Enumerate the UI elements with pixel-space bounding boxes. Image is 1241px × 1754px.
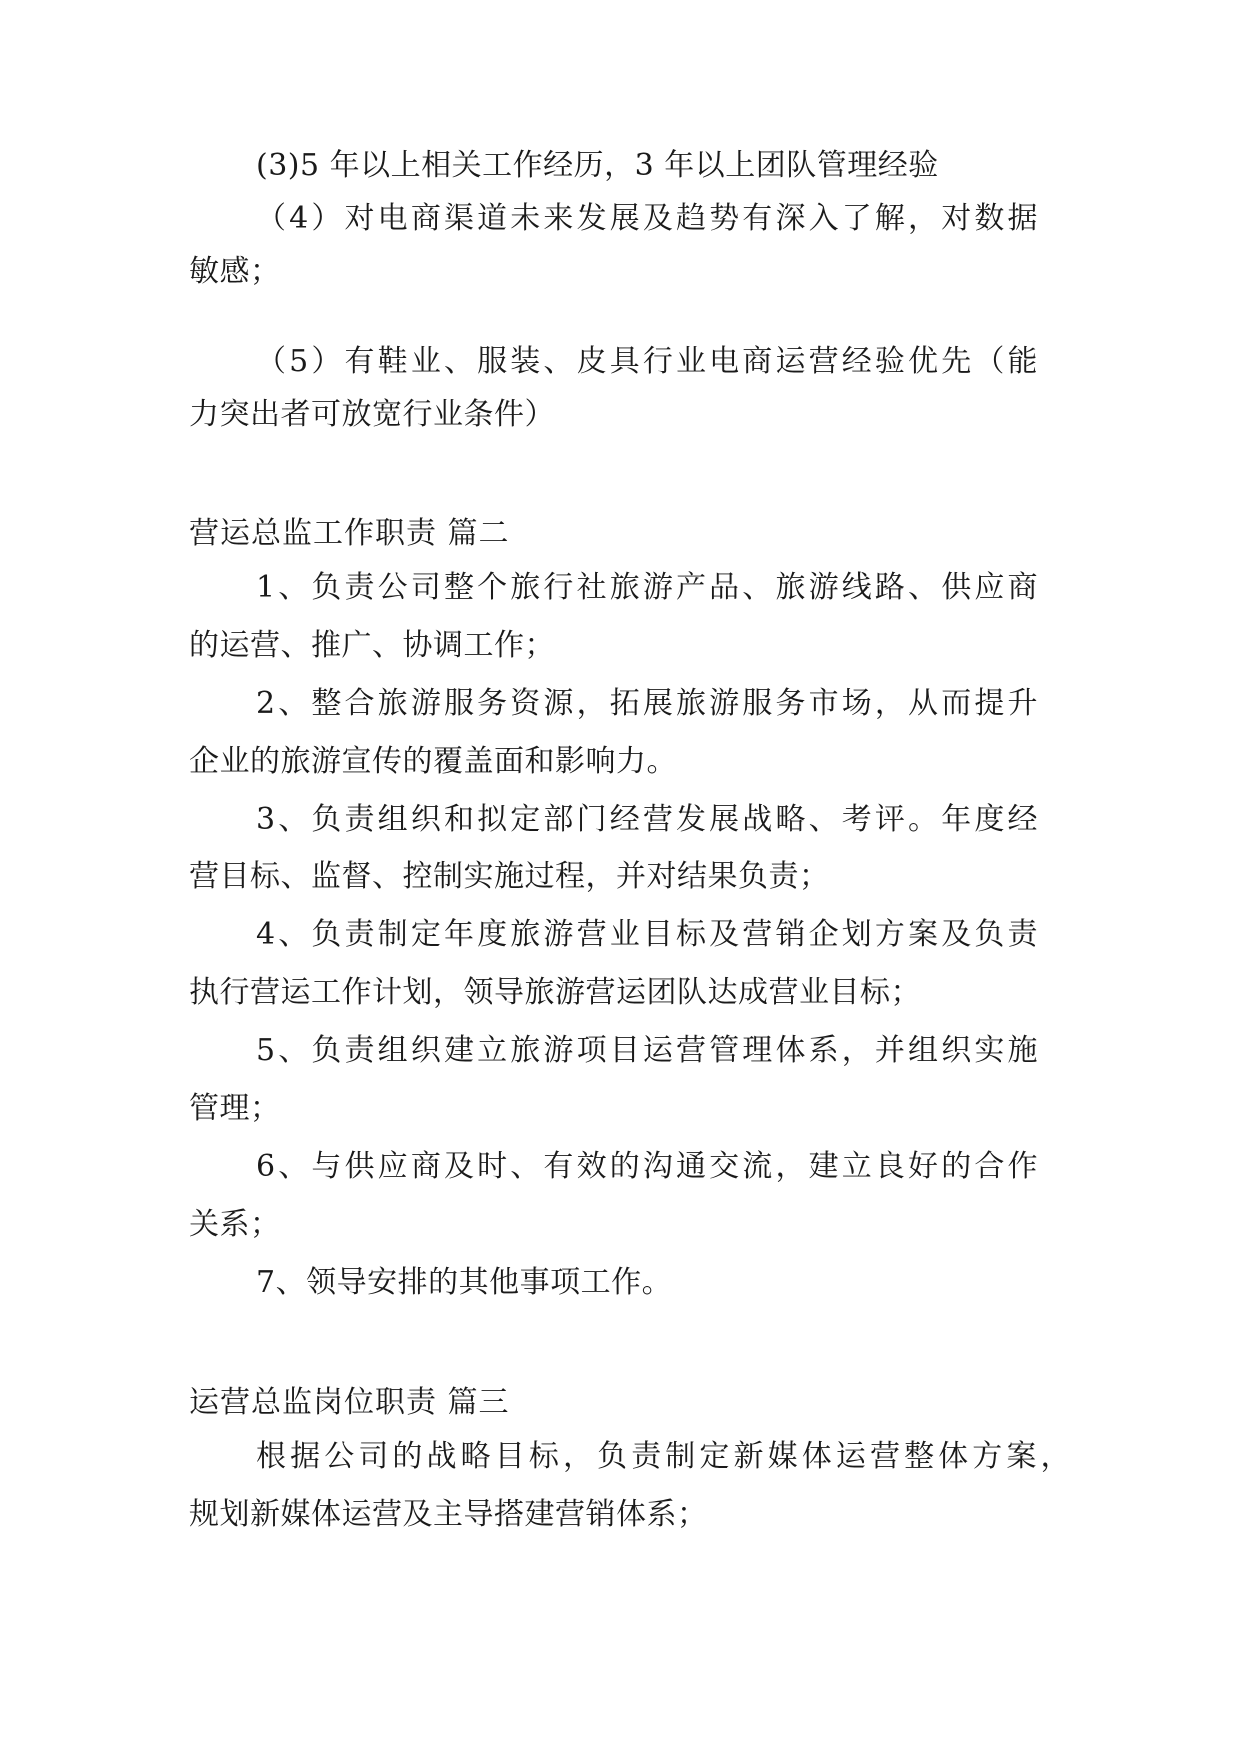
section-two-heading: 营运总监工作职责 篇二	[189, 516, 510, 551]
item-3-line-1: (3)5 年以上相关工作经历，3 年以上团队管理经验	[256, 148, 939, 183]
section-two-item-5-line-2: 管理；	[189, 1091, 281, 1126]
section-two-item-6-line-2: 关系；	[189, 1207, 281, 1242]
section-two-item-1-line-2: 的运营、推广、协调工作；	[189, 628, 555, 663]
section-two-item-4-line-2: 执行营运工作计划，领导旅游营运团队达成营业目标；	[189, 975, 921, 1010]
section-two-item-5-line-1: 5、负责组织建立旅游项目运营管理体系，并组织实施	[256, 1033, 1038, 1068]
item-4-line-1: （4）对电商渠道未来发展及趋势有深入了解，对数据	[256, 201, 1038, 236]
section-three-item-1-line-1: 根据公司的战略目标，负责制定新媒体运营整体方案，	[256, 1439, 1071, 1474]
item-5-line-2: 力突出者可放宽行业条件）	[189, 397, 555, 432]
section-two-item-2-line-2: 企业的旅游宣传的覆盖面和影响力。	[189, 744, 677, 779]
section-two-item-3-line-1: 3、负责组织和拟定部门经营发展战略、考评。年度经	[256, 802, 1038, 837]
item-5-line-1: （5）有鞋业、服装、皮具行业电商运营经验优先（能	[256, 344, 1038, 379]
section-three-heading: 运营总监岗位职责 篇三	[189, 1385, 510, 1420]
section-two-item-3-line-2: 营目标、监督、控制实施过程，并对结果负责；	[189, 859, 830, 894]
section-two-item-6-line-1: 6、与供应商及时、有效的沟通交流，建立良好的合作	[256, 1149, 1038, 1184]
section-two-item-1-line-1: 1、负责公司整个旅行社旅游产品、旅游线路、供应商	[256, 570, 1038, 605]
section-two-item-4-line-1: 4、负责制定年度旅游营业目标及营销企划方案及负责	[256, 917, 1038, 952]
section-three-item-1-line-2: 规划新媒体运营及主导搭建营销体系；	[189, 1497, 708, 1532]
section-two-item-2-line-1: 2、整合旅游服务资源，拓展旅游服务市场，从而提升	[256, 686, 1038, 721]
item-4-line-2: 敏感；	[189, 254, 281, 289]
section-two-item-7-line-1: 7、领导安排的其他事项工作。	[256, 1265, 673, 1300]
